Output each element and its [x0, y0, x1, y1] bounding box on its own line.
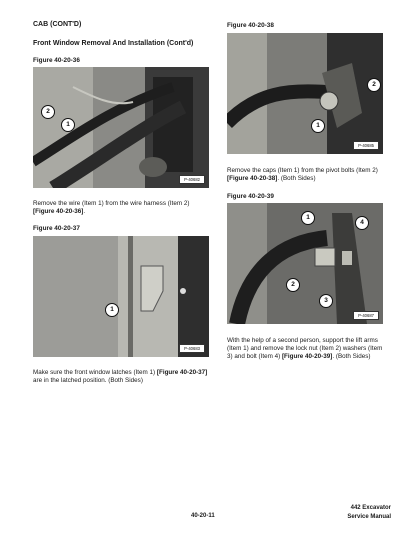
- photo-code-37: P-40683: [179, 344, 205, 353]
- subsection-title: Front Window Removal And Installation (Cont'd): [33, 40, 194, 47]
- callout-1: 1: [61, 118, 75, 132]
- paragraph-1: Remove the wire (Item 1) from the wire harness (Item 2) [Figure 40-20-36].: [33, 200, 190, 216]
- callout-4: 4: [355, 216, 369, 230]
- figure-title-38: Figure 40-20-38: [227, 22, 274, 29]
- figure-photo-38: [227, 33, 383, 154]
- photo-code-38: P-40685: [353, 141, 379, 150]
- callout-3: 3: [319, 294, 333, 308]
- paragraph-4: With the help of a second person, support the lift arms (Item 1) and remove the lock nut (Item 2) washers (Item 3) and bolt (Item 4) [Figure 40-20-39]. (Both Sides): [227, 337, 383, 361]
- figure-photo-37: [33, 236, 209, 357]
- photo-code-36: P-40682: [179, 175, 205, 184]
- figure-ref[interactable]: [Figure 40-20-36]: [33, 208, 84, 216]
- figure-title-39: Figure 40-20-39: [227, 193, 274, 200]
- callout-2: 2: [286, 278, 300, 292]
- figure-ref[interactable]: [Figure 40-20-38]: [227, 175, 278, 183]
- callout-2: 2: [367, 78, 381, 92]
- callout-1: 1: [105, 303, 119, 317]
- callout-1: 1: [301, 211, 315, 225]
- figure-ref[interactable]: [Figure 40-20-37]: [156, 369, 208, 376]
- figure-photo-36: [33, 67, 209, 188]
- paragraph-2: Make sure the front window latches (Item 1) [Figure 40-20-37] are in the latched position. (Both Sides): [33, 369, 208, 385]
- footer-manual: Service Manual: [347, 514, 391, 520]
- figure-ref[interactable]: [Figure 40-20-39]: [281, 353, 333, 361]
- figure-title-37: Figure 40-20-37: [33, 225, 80, 232]
- figure-title-36: Figure 40-20-36: [33, 57, 80, 64]
- footer-model: 442 Excavator: [350, 505, 391, 511]
- section-title: CAB (CONT'D): [33, 21, 82, 28]
- paragraph-3: Remove the caps (Item 1) from the pivot bolts (Item 2) [Figure 40-20-38]. (Both Sides): [227, 167, 378, 183]
- callout-1: 1: [311, 119, 325, 133]
- callout-2: 2: [41, 105, 55, 119]
- photo-code-39: P-40687: [353, 311, 379, 320]
- figure-photo-39: [227, 203, 383, 324]
- page-number: 40-20-11: [191, 513, 215, 519]
